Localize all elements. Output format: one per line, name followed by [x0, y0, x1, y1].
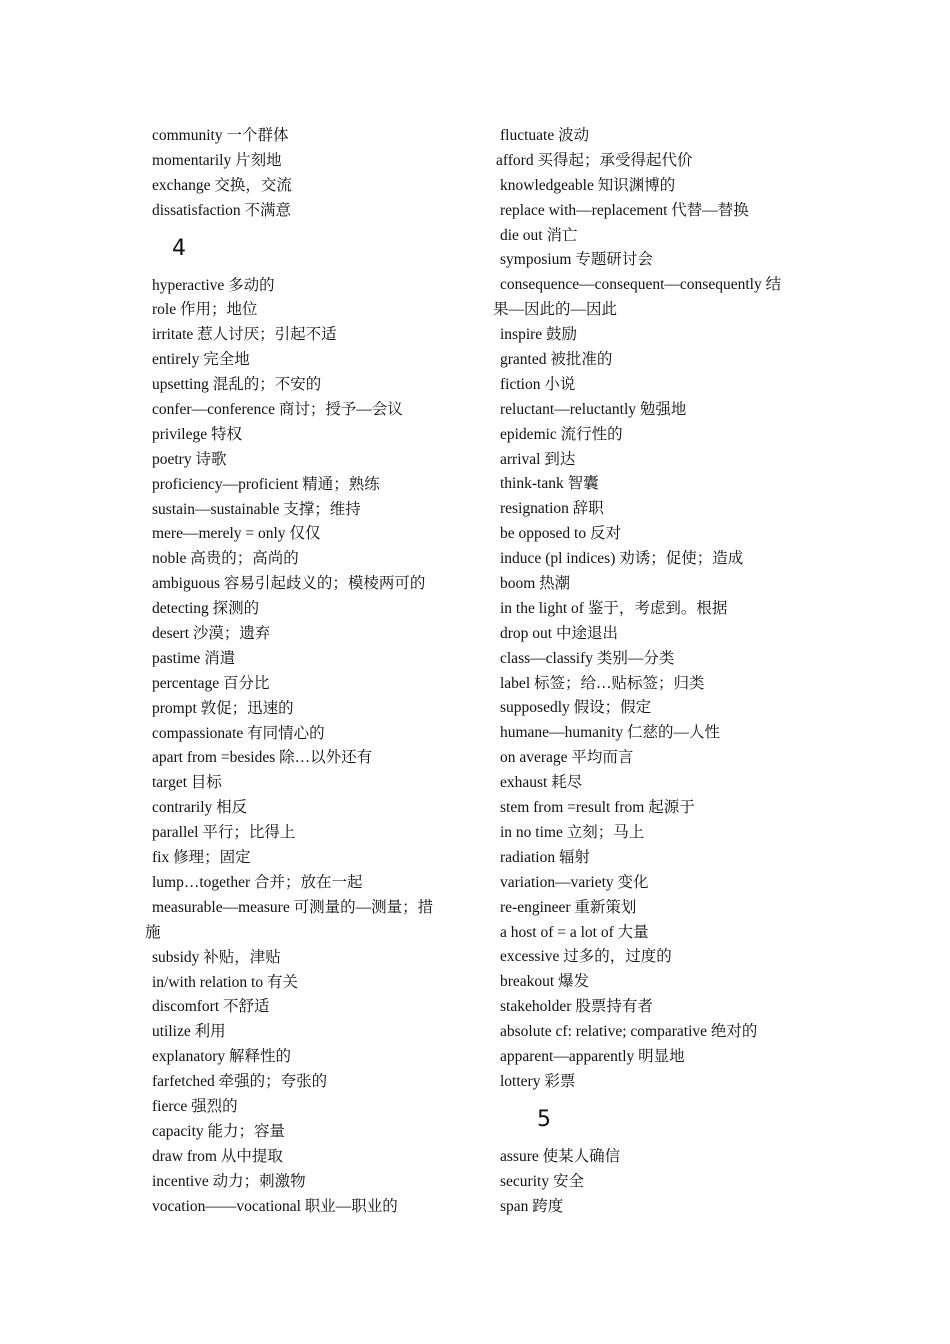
vocab-entry: upsetting 混乱的；不安的	[152, 376, 322, 394]
vocab-entry: draw from 从中提取	[152, 1147, 283, 1165]
vocab-entry: farfetched 牵强的；夸张的	[152, 1073, 328, 1091]
vocab-entry: lump…together 合并；放在一起	[152, 873, 363, 891]
vocab-entry: induce (pl indices) 劝诱；促使；造成	[500, 550, 744, 568]
vocab-entry: dissatisfaction 不满意	[152, 201, 292, 219]
vocab-entry: in/with relation to 有关	[152, 973, 298, 991]
vocab-entry: absolute cf: relative; comparative 绝对的	[500, 1023, 758, 1041]
vocab-entry: re-engineer 重新策划	[500, 898, 637, 916]
vocab-entry: radiation 辐射	[500, 848, 590, 866]
vocab-entry: incentive 动力；刺激物	[152, 1172, 306, 1190]
vocab-entry: consequence—consequent—consequently 结	[500, 276, 782, 294]
vocab-entry: supposedly 假设；假定	[500, 699, 652, 717]
vocab-entry-continuation: 施	[145, 923, 161, 941]
vocab-entry: stem from =result from 起源于	[500, 799, 695, 817]
vocab-entry: replace with—replacement 代替—替换	[500, 201, 749, 219]
vocab-entry: security 安全	[500, 1172, 584, 1190]
vocab-entry: proficiency—proficient 精通；熟练	[152, 475, 380, 493]
vocab-entry: community 一个群体	[152, 127, 289, 144]
vocab-entry: fix 修理；固定	[152, 849, 251, 867]
vocab-entry: label 标签；给…贴标签；归类	[500, 674, 705, 692]
vocab-entry: irritate 惹人讨厌；引起不适	[152, 326, 337, 344]
vocab-entry: symposium 专题研讨会	[500, 251, 653, 269]
vocab-entry: discomfort 不舒适	[152, 998, 270, 1016]
vocab-entry: in the light of 鉴于，考虑到。根据	[500, 599, 728, 617]
right-column	[493, 124, 820, 1219]
vocab-entry: inspire 鼓励	[500, 326, 578, 344]
vocab-entry: fierce 强烈的	[152, 1097, 238, 1115]
vocab-entry: fluctuate 波动	[500, 127, 590, 144]
section-number-heading: 5	[537, 1106, 551, 1132]
vocab-entry: knowledgeable 知识渊博的	[500, 176, 676, 194]
vocab-entry: boom 热潮	[500, 575, 571, 593]
vocab-entry: vocation——vocational 职业—职业的	[152, 1197, 398, 1215]
vocab-entry: capacity 能力；容量	[152, 1122, 286, 1140]
vocab-entry: span 跨度	[500, 1197, 564, 1215]
vocab-entry: die out 消亡	[500, 226, 578, 244]
vocab-entry: arrival 到达	[500, 450, 576, 468]
vocab-entry: exchange 交换，交流	[152, 176, 292, 194]
vocab-entry: excessive 过多的，过度的	[500, 948, 672, 966]
vocab-entry: granted 被批准的	[500, 351, 613, 369]
vocab-entry: pastime 消遣	[152, 649, 236, 667]
vocab-entry: apart from =besides 除…以外还有	[152, 749, 373, 767]
vocab-entry: percentage 百分比	[152, 674, 270, 692]
vocab-entry: measurable—measure 可测量的—测量；措	[152, 898, 434, 916]
vocab-entry: apparent—apparently 明显地	[500, 1047, 685, 1065]
vocab-entry: utilize 利用	[152, 1023, 226, 1041]
vocab-entry: fiction 小说	[500, 375, 576, 393]
vocab-entry: detecting 探测的	[152, 600, 260, 618]
vocab-entry: desert 沙漠；遗弃	[152, 625, 271, 643]
vocab-entry: sustain—sustainable 支撑；维持	[152, 500, 361, 518]
vocab-entry: breakout 爆发	[500, 973, 590, 991]
vocab-entry: explanatory 解释性的	[152, 1048, 292, 1066]
vocab-entry-continuation: 果—因此的—因此	[493, 301, 618, 319]
left-column	[145, 124, 472, 1219]
vocab-entry: variation—variety 变化	[500, 873, 649, 891]
vocab-entry: poetry 诗歌	[152, 450, 227, 468]
vocab-entry: afford 买得起；承受得起代价	[496, 151, 693, 169]
vocab-entry: compassionate 有同情心的	[152, 724, 325, 742]
vocab-entry: lottery 彩票	[500, 1072, 576, 1090]
vocab-entry: in no time 立刻；马上	[500, 823, 645, 841]
vocab-entry: humane—humanity 仁慈的—人性	[500, 724, 720, 742]
vocab-entry: confer—conference 商讨；授予—会议	[152, 401, 403, 419]
vocab-entry: role 作用；地位	[152, 301, 258, 319]
vocab-entry: a host of = a lot of 大量	[500, 923, 649, 941]
vocab-entry: on average 平均而言	[500, 749, 634, 767]
vocab-entry: stakeholder 股票持有者	[500, 998, 653, 1016]
vocab-entry: reluctant—reluctantly 勉强地	[500, 400, 687, 418]
vocab-entry: drop out 中途退出	[500, 624, 618, 642]
vocab-entry: contrarily 相反	[152, 799, 248, 817]
vocab-entry: think-tank 智囊	[500, 475, 599, 493]
vocab-entry: subsidy 补贴，津贴	[152, 948, 281, 966]
section-number-heading: 4	[172, 235, 186, 261]
vocab-entry: ambiguous 容易引起歧义的；模棱两可的	[152, 575, 426, 593]
vocab-entry: exhaust 耗尽	[500, 774, 583, 792]
vocab-entry: class—classify 类别—分类	[500, 649, 675, 667]
vocab-entry: noble 高贵的；高尚的	[152, 550, 299, 568]
vocab-entry: target 目标	[152, 774, 222, 792]
vocab-entry: prompt 敦促；迅速的	[152, 699, 294, 717]
vocab-entry: mere—merely = only 仅仅	[152, 525, 321, 543]
vocab-entry: resignation 辞职	[500, 500, 604, 518]
vocab-entry: privilege 特权	[152, 425, 242, 443]
vocab-entry: be opposed to 反对	[500, 525, 621, 543]
vocab-entry: parallel 平行；比得上	[152, 824, 296, 842]
vocab-entry: hyperactive 多动的	[152, 276, 275, 294]
vocab-entry: assure 使某人确信	[500, 1147, 621, 1165]
vocab-entry: momentarily 片刻地	[152, 151, 282, 169]
vocab-entry: epidemic 流行性的	[500, 425, 623, 443]
vocab-entry: entirely 完全地	[152, 351, 250, 369]
